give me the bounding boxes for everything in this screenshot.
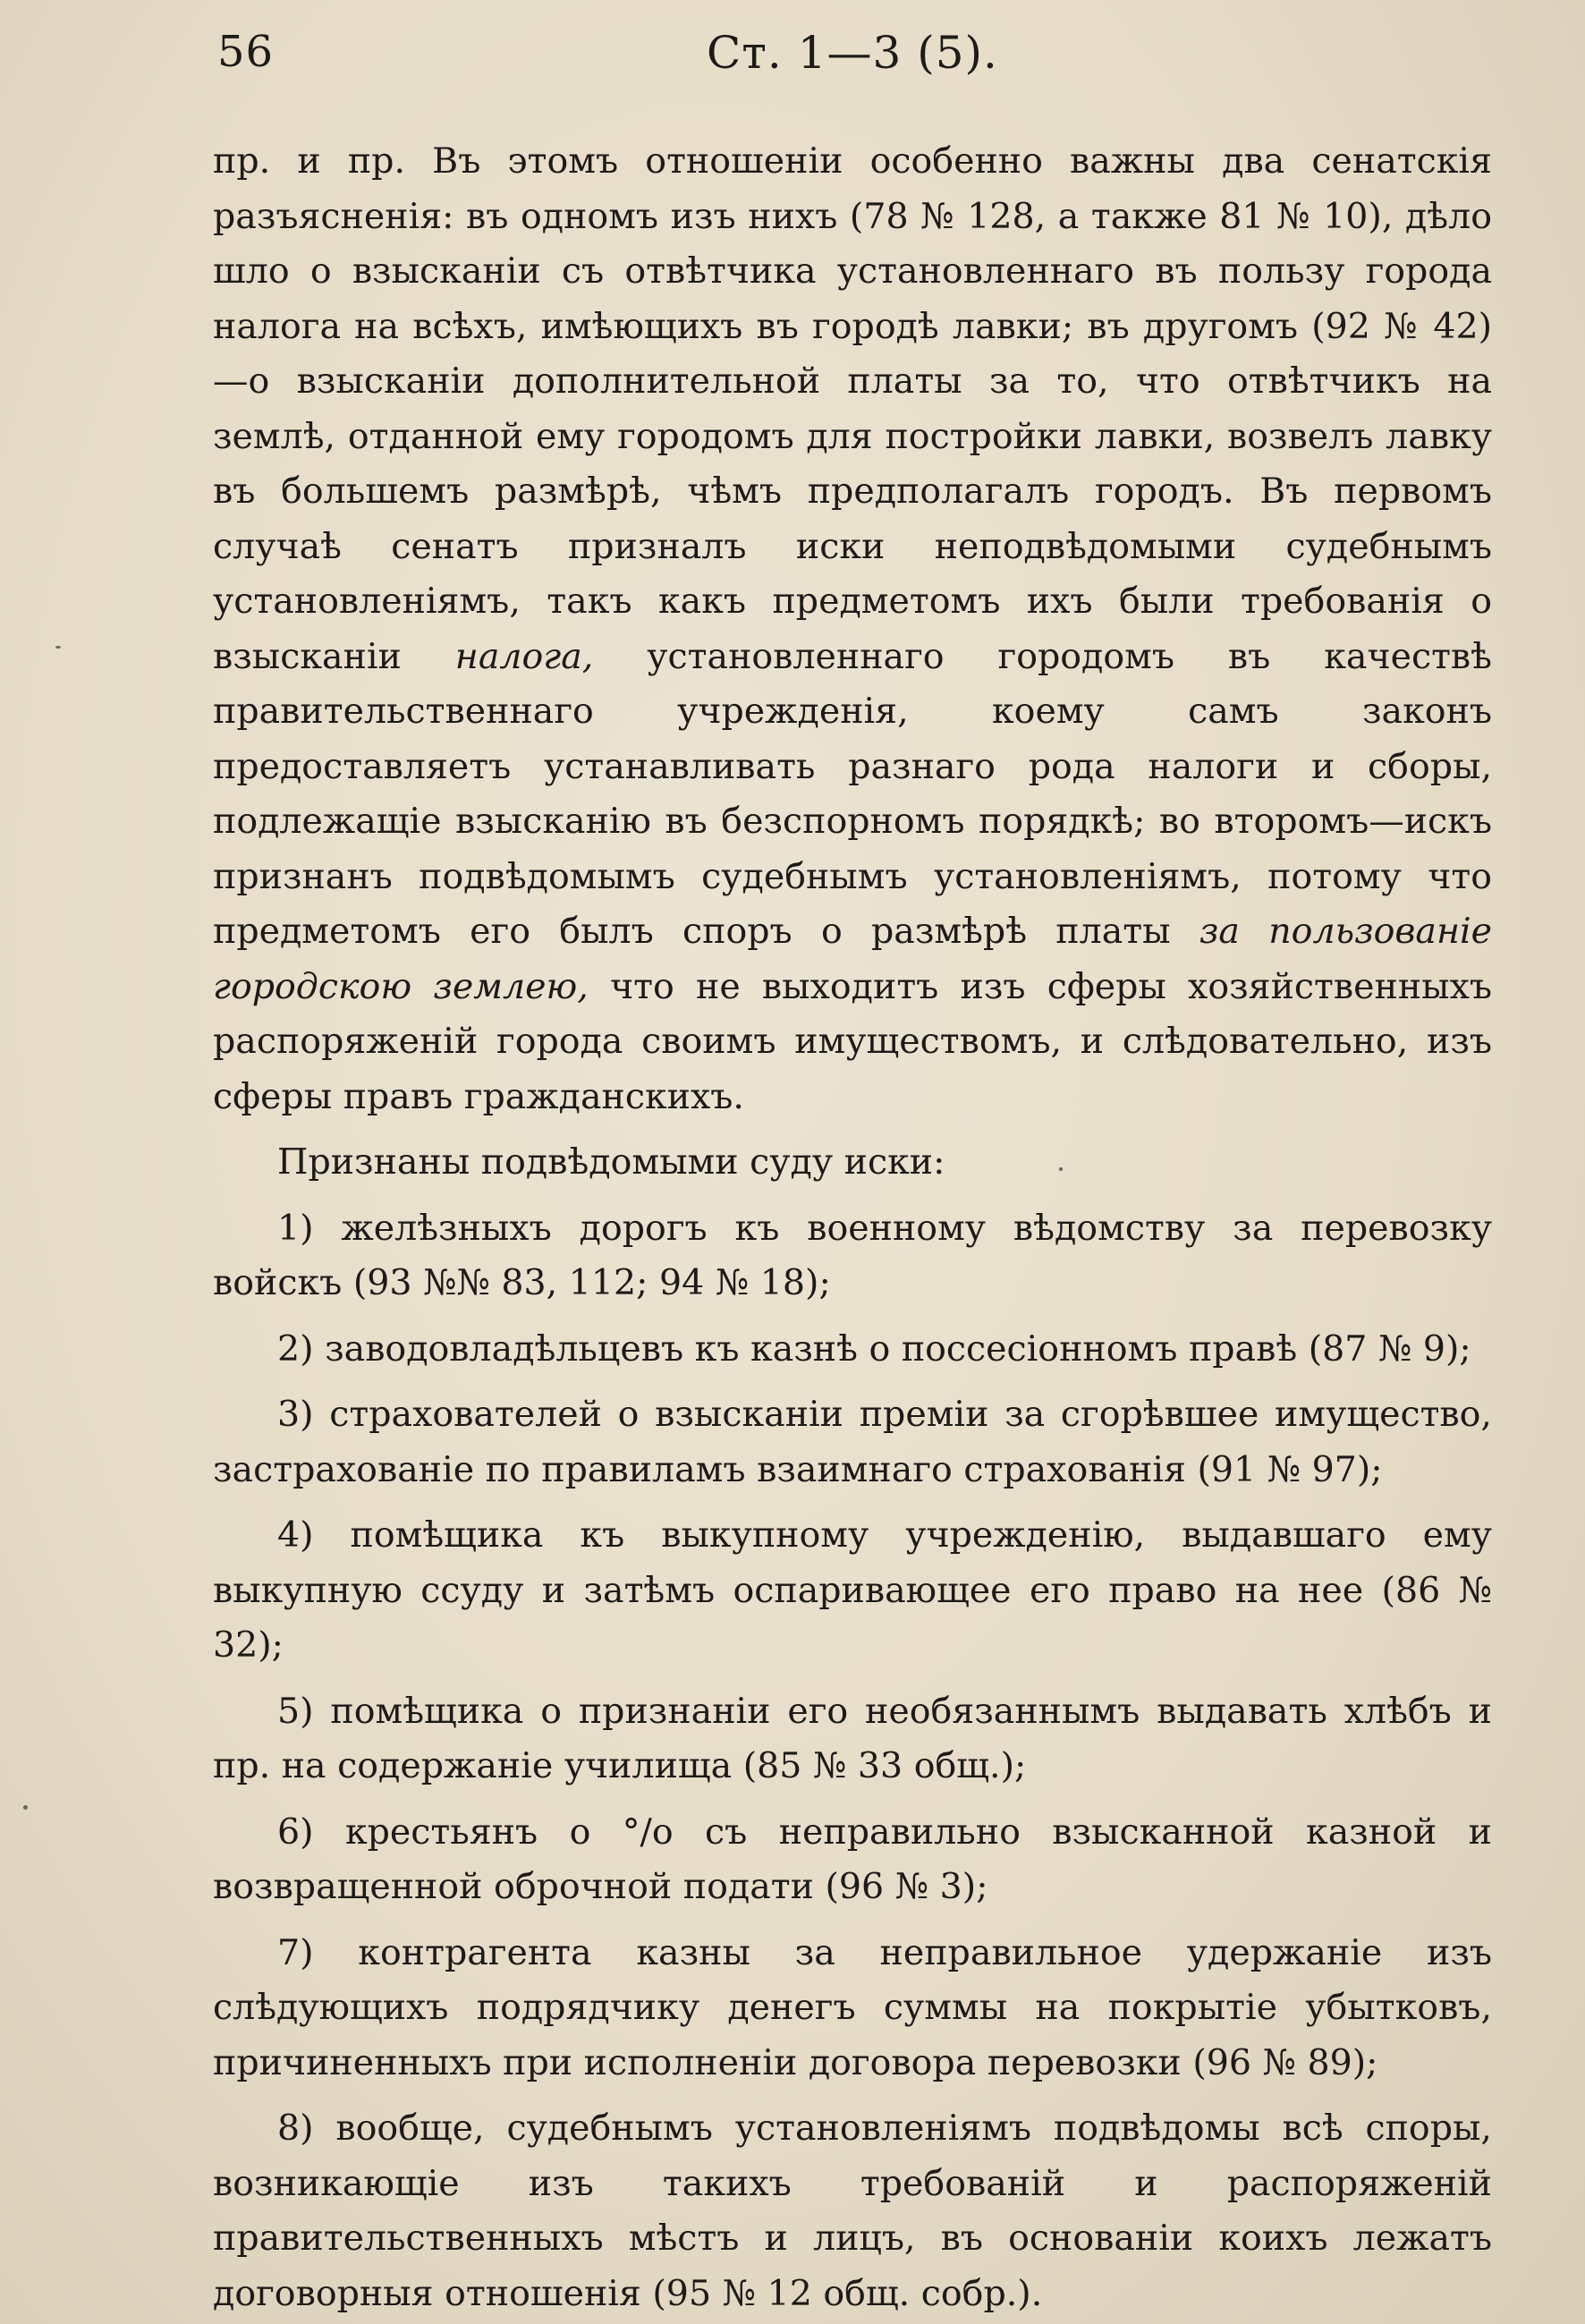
paper-speck	[1059, 1167, 1063, 1171]
intro-italic-tax: налога,	[454, 635, 594, 677]
running-head	[210, 27, 1507, 89]
page-number: 56	[217, 27, 275, 77]
body-text	[213, 134, 1492, 2321]
intro-italic-land-use: за пользованіе городскою землею,	[213, 911, 1492, 1007]
intro-text-part-1: пр. и пр. Въ этомъ отношеніи особенно важны два сенатскія разъясненія: въ одномъ изъ нихъ (78 № 128, а также 81 № 10), дѣло шло о взысканіи съ отвѣтчика установленнаго въ пользу города налога на всѣхъ, имѣющихъ въ городѣ лавки; въ другомъ (92 № 42)—о взысканіи дополнительной платы за то, что отвѣтчикъ на землѣ, отданной ему городомъ для постройки лавки, возвелъ лавку въ большемъ размѣрѣ, чѣмъ предполагалъ городъ. Въ первомъ случаѣ сенатъ призналъ иски неподвѣдомыми судебнымъ установленіямъ, такъ какъ предметомъ ихъ были требованія о взысканіи	[213, 140, 1492, 677]
section-reference: Ст. 1—3 (5).	[707, 27, 998, 79]
list-intro: Признаны подвѣдомыми суду иски:	[277, 1141, 945, 1183]
paper-speck	[23, 1805, 28, 1810]
list-item: 8) вообще, судебнымъ установленіямъ подвѣдомы всѣ споры, возникающіе изъ такихъ требованій и распоряженій правительственныхъ мѣстъ и лицъ, въ основаніи коихъ лежатъ договорныя отношенія (95 № 12 общ. собр.).	[213, 2108, 1492, 2314]
list-item: 7) контрагента казны за неправильное удержаніе изъ слѣдующихъ подрядчику денегъ суммы на покрытіе убытковъ, причиненныхъ при исполненіи договора перевозки (96 № 89);	[213, 1931, 1492, 2083]
paper-speck	[55, 646, 61, 649]
list-item: 2) заводовладѣльцевъ къ казнѣ о поссесіонномъ правѣ (87 № 9);	[277, 1327, 1471, 1370]
intro-text-part-2: установленнаго городомъ въ качествѣ правительственнаго учрежденія, коему самъ законъ предоставляетъ устанавливать разнаго рода налоги и сборы, подлежащіе взысканію въ безспорномъ порядкѣ; во второмъ—искъ признанъ подвѣдомымъ судебнымъ установленіямъ, потому что предметомъ его былъ споръ о размѣрѣ платы	[213, 635, 1492, 952]
list-item: 5) помѣщика о признаніи его необязаннымъ выдавать хлѣбъ и пр. на содержаніе училища (85 № 33 общ.);	[213, 1690, 1492, 1786]
intro-paragraph	[213, 134, 1492, 1124]
list-item: 3) страхователей о взысканіи преміи за сгорѣвшее имущество, застрахованіе по правиламъ взаимнаго страхованія (91 № 97);	[213, 1394, 1492, 1490]
intro-text-part-3: что не выходитъ изъ сферы хозяйственныхъ распоряженій города своимъ имуществомъ, и слѣдовательно, изъ сферы правъ гражданскихъ.	[213, 965, 1492, 1117]
list-item: 4) помѣщика къ выкупному учрежденію, выдавшаго ему выкупную ссуду и затѣмъ оспаривающее его право на нее (86 № 32);	[213, 1514, 1492, 1666]
list-item: 6) крестьянъ о °/о съ неправильно взысканной казной и возвращенной оброчной подати (96 № 3);	[213, 1811, 1492, 1907]
list-item: 1) желѣзныхъ дорогъ къ военному вѣдомству за перевозку войскъ (93 №№ 83, 112; 94 № 18);	[213, 1207, 1492, 1303]
